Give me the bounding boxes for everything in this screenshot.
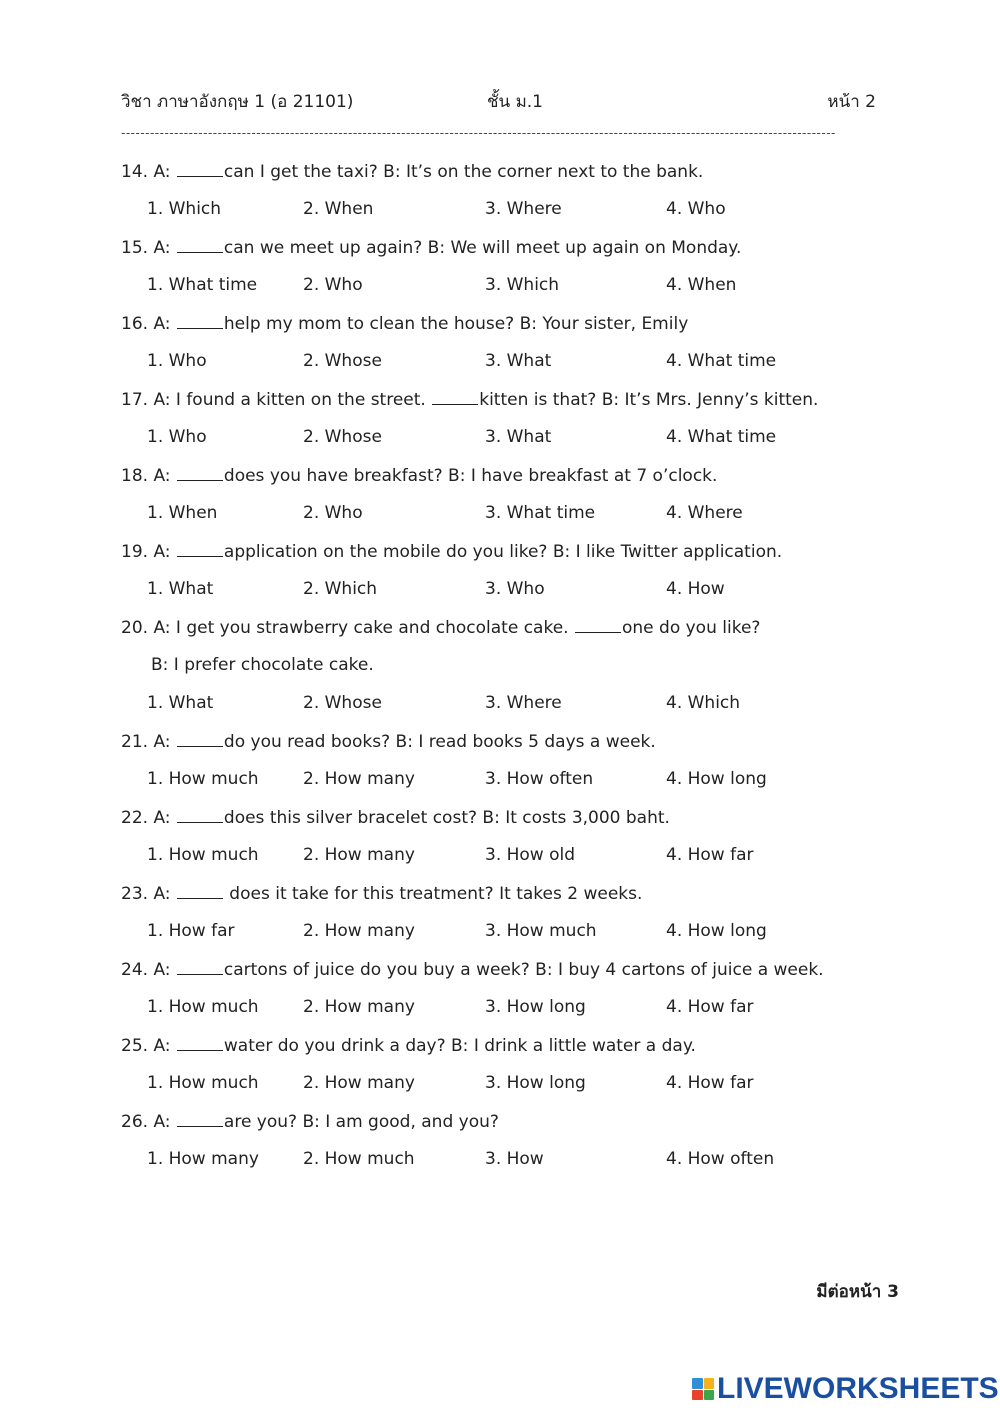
answer-options [121, 842, 881, 880]
answer-option[interactable]: 1. Who [147, 351, 207, 371]
question-text: cartons of juice do you buy a week? B: I buy 4 cartons of juice a week. [223, 960, 824, 980]
grade-label: ชั้น ม.1 [487, 92, 543, 112]
answer-option[interactable]: 1. How far [147, 921, 235, 941]
answer-option[interactable]: 3. How old [485, 845, 576, 865]
answer-options [121, 766, 881, 804]
question-number: 26. A: [121, 1112, 176, 1132]
answer-blank[interactable] [575, 614, 621, 633]
question-line [121, 310, 881, 348]
question-line [121, 538, 881, 576]
question-line [121, 804, 881, 842]
answer-option[interactable]: 1. What [147, 693, 214, 713]
question-text-before: I get you strawberry cake and chocolate cake. [175, 618, 574, 638]
question-text: are you? B: I am good, and you? [223, 1112, 499, 1132]
question-line [121, 956, 881, 994]
answer-option[interactable]: 3. What [485, 351, 552, 371]
question-line [121, 614, 881, 652]
answer-options [121, 196, 881, 234]
answer-blank[interactable] [177, 462, 223, 481]
question-text: can I get the taxi? B: It’s on the corner next to the bank. [223, 162, 704, 182]
answer-option[interactable]: 2. Whose [303, 351, 382, 371]
answer-option[interactable]: 4. Who [666, 199, 726, 219]
answer-options [121, 576, 881, 614]
answer-option[interactable]: 2. Whose [303, 693, 382, 713]
answer-option[interactable]: 3. Which [485, 275, 560, 295]
logo-square [704, 1390, 715, 1401]
question-number: 25. A: [121, 1036, 176, 1056]
question-number: 21. A: [121, 732, 176, 752]
answer-blank[interactable] [177, 234, 223, 253]
answer-blank[interactable] [177, 728, 223, 747]
answer-option[interactable]: 1. Who [147, 427, 207, 447]
answer-option[interactable]: 4. Which [666, 693, 741, 713]
answer-options [121, 1070, 881, 1108]
answer-option[interactable]: 4. How far [666, 845, 754, 865]
answer-option[interactable]: 1. How much [147, 845, 259, 865]
answer-option[interactable]: 3. How [485, 1149, 544, 1169]
answer-option[interactable]: 2. How many [303, 769, 415, 789]
answer-options [121, 500, 881, 538]
answer-option[interactable]: 2. How many [303, 1073, 415, 1093]
answer-option[interactable]: 2. When [303, 199, 374, 219]
question-line [121, 728, 881, 766]
question-text: application on the mobile do you like? B: I like Twitter application. [223, 542, 783, 562]
answer-option[interactable]: 1. How much [147, 769, 259, 789]
answer-option[interactable]: 1. How much [147, 1073, 259, 1093]
question-number: 14. A: [121, 162, 176, 182]
answer-option[interactable]: 4. How far [666, 997, 754, 1017]
question-number: 22. A: [121, 808, 176, 828]
question-text: water do you drink a day? B: I drink a little water a day. [223, 1036, 696, 1056]
answer-options [121, 994, 881, 1032]
subject-label: วิชา ภาษาอังกฤษ 1 (อ 21101) [121, 92, 354, 112]
answer-option[interactable]: 2. Whose [303, 427, 382, 447]
logo-square [692, 1378, 703, 1389]
question-line [121, 1032, 881, 1070]
answer-option[interactable]: 3. What time [485, 503, 596, 523]
answer-option[interactable]: 3. How long [485, 997, 586, 1017]
question-text-before: I found a kitten on the street. [175, 390, 432, 410]
logo-text: LIVEWORKSHEETS [717, 1372, 999, 1405]
answer-blank[interactable] [177, 956, 223, 975]
answer-option[interactable]: 4. How [666, 579, 725, 599]
question-text: kitten is that? B: It’s Mrs. Jenny’s kitten. [479, 390, 819, 410]
answer-option[interactable]: 4. When [666, 275, 737, 295]
header-divider: ---------------------------------------------------------------------------------------------------------------------------------------------------- [121, 126, 836, 140]
liveworksheets-logo [692, 1374, 999, 1404]
question-line [121, 1108, 881, 1146]
answer-options [121, 690, 881, 728]
answer-option[interactable]: 2. How many [303, 997, 415, 1017]
answer-option[interactable]: 3. What [485, 427, 552, 447]
answer-option[interactable]: 4. How long [666, 921, 767, 941]
question-text: one do you like? [621, 618, 761, 638]
answer-option[interactable]: 3. How often [485, 769, 594, 789]
question-line [121, 234, 881, 272]
answer-option[interactable]: 2. Which [303, 579, 378, 599]
question-line [121, 158, 881, 196]
answer-options [121, 1146, 881, 1184]
logo-icon [692, 1378, 714, 1400]
answer-option[interactable]: 2. How many [303, 921, 415, 941]
question-line [121, 386, 881, 424]
answer-blank[interactable] [177, 880, 223, 899]
answer-option[interactable]: 3. How much [485, 921, 597, 941]
question-text: can we meet up again? B: We will meet up again on Monday. [223, 238, 742, 258]
question-number: 15. A: [121, 238, 176, 258]
question-text: help my mom to clean the house? B: Your sister, Emily [223, 314, 689, 334]
logo-square [692, 1390, 703, 1401]
answer-option[interactable]: 1. How many [147, 1149, 259, 1169]
question-number: 23. A: [121, 884, 176, 904]
question-text: does it take for this treatment? It takes 2 weeks. [223, 884, 643, 904]
answer-option[interactable]: 1. When [147, 503, 218, 523]
question-number: 17. A: [121, 390, 176, 410]
question-line [121, 880, 881, 918]
question-text: does you have breakfast? B: I have breakfast at 7 o’clock. [223, 466, 718, 486]
answer-option[interactable]: 3. Where [485, 693, 562, 713]
question-text: does this silver bracelet cost? B: It costs 3,000 baht. [223, 808, 670, 828]
answer-blank[interactable] [177, 538, 223, 557]
answer-blank[interactable] [177, 310, 223, 329]
answer-option[interactable]: 4. What time [666, 427, 777, 447]
answer-option[interactable]: 2. Who [303, 275, 363, 295]
page-header [121, 88, 876, 114]
answer-blank[interactable] [177, 1032, 223, 1051]
answer-option[interactable]: 2. How much [303, 1149, 415, 1169]
answer-blank[interactable] [177, 158, 223, 177]
answer-option[interactable]: 1. What [147, 579, 214, 599]
answer-option[interactable]: 4. How often [666, 1149, 775, 1169]
answer-option[interactable]: 3. How long [485, 1073, 586, 1093]
question-line [121, 462, 881, 500]
answer-option[interactable]: 1. Which [147, 199, 222, 219]
logo-square [704, 1378, 715, 1389]
answer-option[interactable]: 3. Where [485, 199, 562, 219]
answer-option[interactable]: 4. How long [666, 769, 767, 789]
answer-blank[interactable] [177, 1108, 223, 1127]
question-number: 19. A: [121, 542, 176, 562]
question-number: 16. A: [121, 314, 176, 334]
question-number: 20. A: [121, 618, 176, 638]
answer-options [121, 348, 881, 386]
answer-option[interactable]: 2. How many [303, 845, 415, 865]
continued-note: มีต่อหน้า 3 [816, 1282, 899, 1302]
question-continuation: B: I prefer chocolate cake. [151, 655, 374, 675]
answer-option[interactable]: 4. How far [666, 1073, 754, 1093]
answer-blank[interactable] [177, 804, 223, 823]
answer-options [121, 918, 881, 956]
answer-option[interactable]: 1. How much [147, 997, 259, 1017]
answer-option[interactable]: 2. Who [303, 503, 363, 523]
question-list [121, 158, 881, 1184]
question-number: 24. A: [121, 960, 176, 980]
answer-option[interactable]: 1. What time [147, 275, 258, 295]
answer-option[interactable]: 4. Where [666, 503, 743, 523]
answer-options [121, 272, 881, 310]
question-number: 18. A: [121, 466, 176, 486]
answer-options [121, 424, 881, 462]
question-text: do you read books? B: I read books 5 days a week. [223, 732, 656, 752]
answer-blank[interactable] [432, 386, 478, 405]
answer-option[interactable]: 4. What time [666, 351, 777, 371]
page-number: หน้า 2 [827, 92, 876, 112]
answer-option[interactable]: 3. Who [485, 579, 545, 599]
